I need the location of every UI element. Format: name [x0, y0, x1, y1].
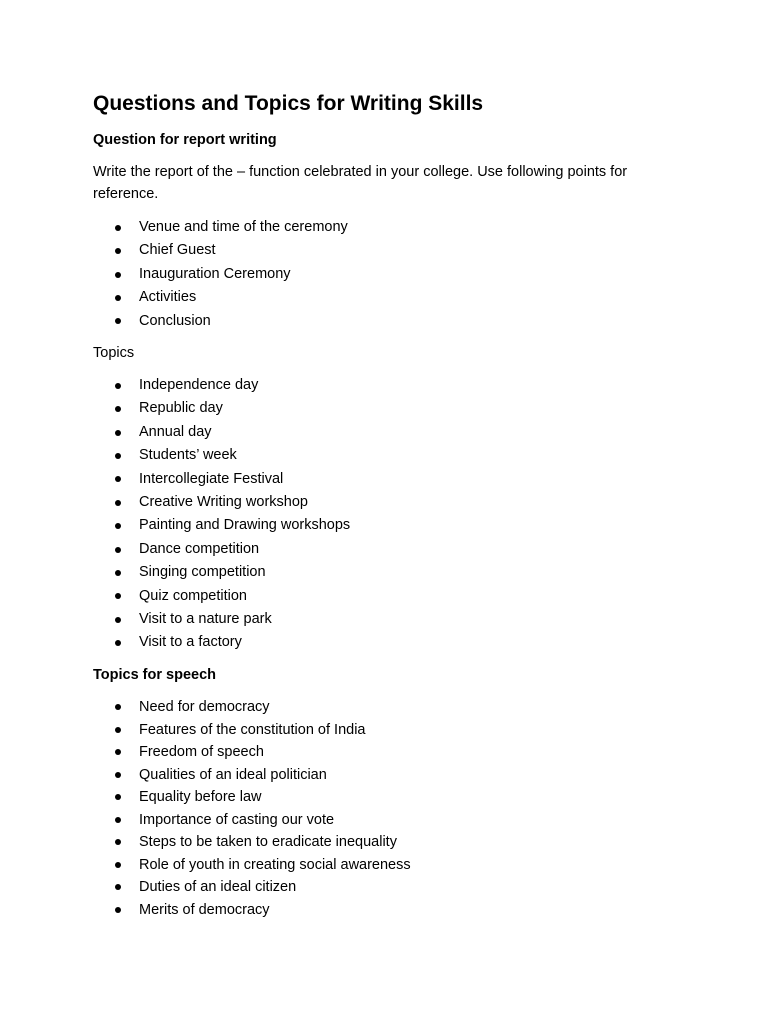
speech-topic-item — [93, 831, 411, 854]
report-point-item — [93, 310, 348, 333]
topic-text: Quiz competition — [139, 587, 247, 604]
report-point-item — [93, 216, 348, 239]
report-point-text: Venue and time of the ceremony — [139, 219, 348, 235]
speech-topic-text: Equality before law — [139, 789, 262, 805]
bullet-icon — [115, 772, 121, 778]
bullet-icon — [115, 794, 121, 800]
topic-text: Visit to a nature park — [139, 611, 272, 628]
report-point-text: Conclusion — [139, 312, 211, 329]
topic-text: Creative Writing workshop — [139, 494, 308, 511]
report-points-list — [93, 216, 348, 333]
speech-topic-item — [93, 899, 411, 922]
bullet-icon — [115, 704, 121, 710]
speech-topics-list — [93, 696, 411, 921]
report-instruction-paragraph: Write the report of the – function celebrated in your college. Use following points for reference. — [93, 164, 628, 202]
topic-item — [93, 538, 350, 561]
speech-topic-item — [93, 741, 411, 764]
report-point-item — [93, 239, 348, 262]
bullet-icon — [115, 727, 121, 733]
bullet-icon — [115, 248, 121, 254]
report-section-heading: Question for report writing — [93, 132, 277, 148]
topic-item — [93, 608, 350, 631]
speech-topic-text: Freedom of speech — [139, 744, 264, 760]
speech-topic-item — [93, 854, 411, 877]
speech-topic-text: Merits of democracy — [139, 901, 270, 918]
bullet-icon — [115, 593, 121, 599]
speech-topic-text: Need for democracy — [139, 699, 270, 715]
topic-item — [93, 585, 350, 608]
report-point-text: Chief Guest — [139, 242, 216, 259]
topic-item — [93, 631, 350, 654]
topic-text: Annual day — [139, 423, 212, 440]
speech-topic-item — [93, 719, 411, 742]
topic-text: Singing competition — [139, 564, 266, 581]
topic-item — [93, 374, 350, 397]
bullet-icon — [115, 839, 121, 845]
bullet-icon — [115, 749, 121, 755]
bullet-icon — [115, 383, 121, 389]
topic-text: Dance competition — [139, 540, 260, 557]
speech-topic-item — [93, 809, 411, 832]
speech-topics-heading: Topics for speech — [93, 667, 217, 683]
bullet-icon — [115, 430, 121, 436]
topic-text: Students’ week — [139, 447, 237, 464]
speech-topic-item — [93, 876, 411, 899]
topic-text: Painting and Drawing workshops — [139, 517, 351, 534]
speech-topic-text: Duties of an ideal citizen — [139, 879, 297, 895]
speech-topic-item — [93, 696, 411, 719]
topic-text: Visit to a factory — [139, 634, 242, 651]
bullet-icon — [115, 453, 121, 459]
report-point-item — [93, 263, 348, 286]
bullet-icon — [115, 225, 121, 231]
speech-topic-text: Importance of casting our vote — [139, 811, 335, 828]
bullet-icon — [115, 476, 121, 482]
bullet-icon — [115, 318, 121, 324]
speech-topic-text: Qualities of an ideal politician — [139, 766, 327, 783]
bullet-icon — [115, 907, 121, 913]
topic-item — [93, 468, 350, 491]
bullet-icon — [115, 406, 121, 412]
bullet-icon — [115, 500, 121, 506]
topic-item — [93, 561, 350, 584]
speech-topic-text: Role of youth in creating social awareness — [139, 856, 411, 873]
bullet-icon — [115, 884, 121, 890]
bullet-icon — [115, 570, 121, 576]
report-point-text: Inauguration Ceremony — [139, 265, 291, 282]
topics-list — [93, 374, 350, 655]
bullet-icon — [115, 295, 121, 301]
topic-item — [93, 514, 350, 537]
report-point-text: Activities — [139, 289, 197, 306]
topic-item — [93, 444, 350, 467]
bullet-icon — [115, 617, 121, 623]
topic-item — [93, 491, 350, 514]
report-point-item — [93, 286, 348, 309]
topic-text: Intercollegiate Festival — [139, 470, 284, 487]
speech-topic-text: Steps to be taken to eradicate inequality — [139, 834, 397, 850]
speech-topic-item — [93, 786, 411, 809]
topics-heading: Topics — [93, 345, 135, 361]
page-title: Questions and Topics for Writing Skills — [93, 92, 484, 115]
bullet-icon — [115, 817, 121, 823]
bullet-icon — [115, 523, 121, 529]
topic-item — [93, 397, 350, 420]
bullet-icon — [115, 640, 121, 646]
topic-item — [93, 421, 350, 444]
bullet-icon — [115, 547, 121, 553]
topic-text: Independence day — [139, 377, 259, 393]
topic-text: Republic day — [139, 400, 223, 417]
speech-topic-text: Features of the constitution of India — [139, 721, 366, 738]
bullet-icon — [115, 862, 121, 868]
bullet-icon — [115, 272, 121, 278]
speech-topic-item — [93, 764, 411, 787]
